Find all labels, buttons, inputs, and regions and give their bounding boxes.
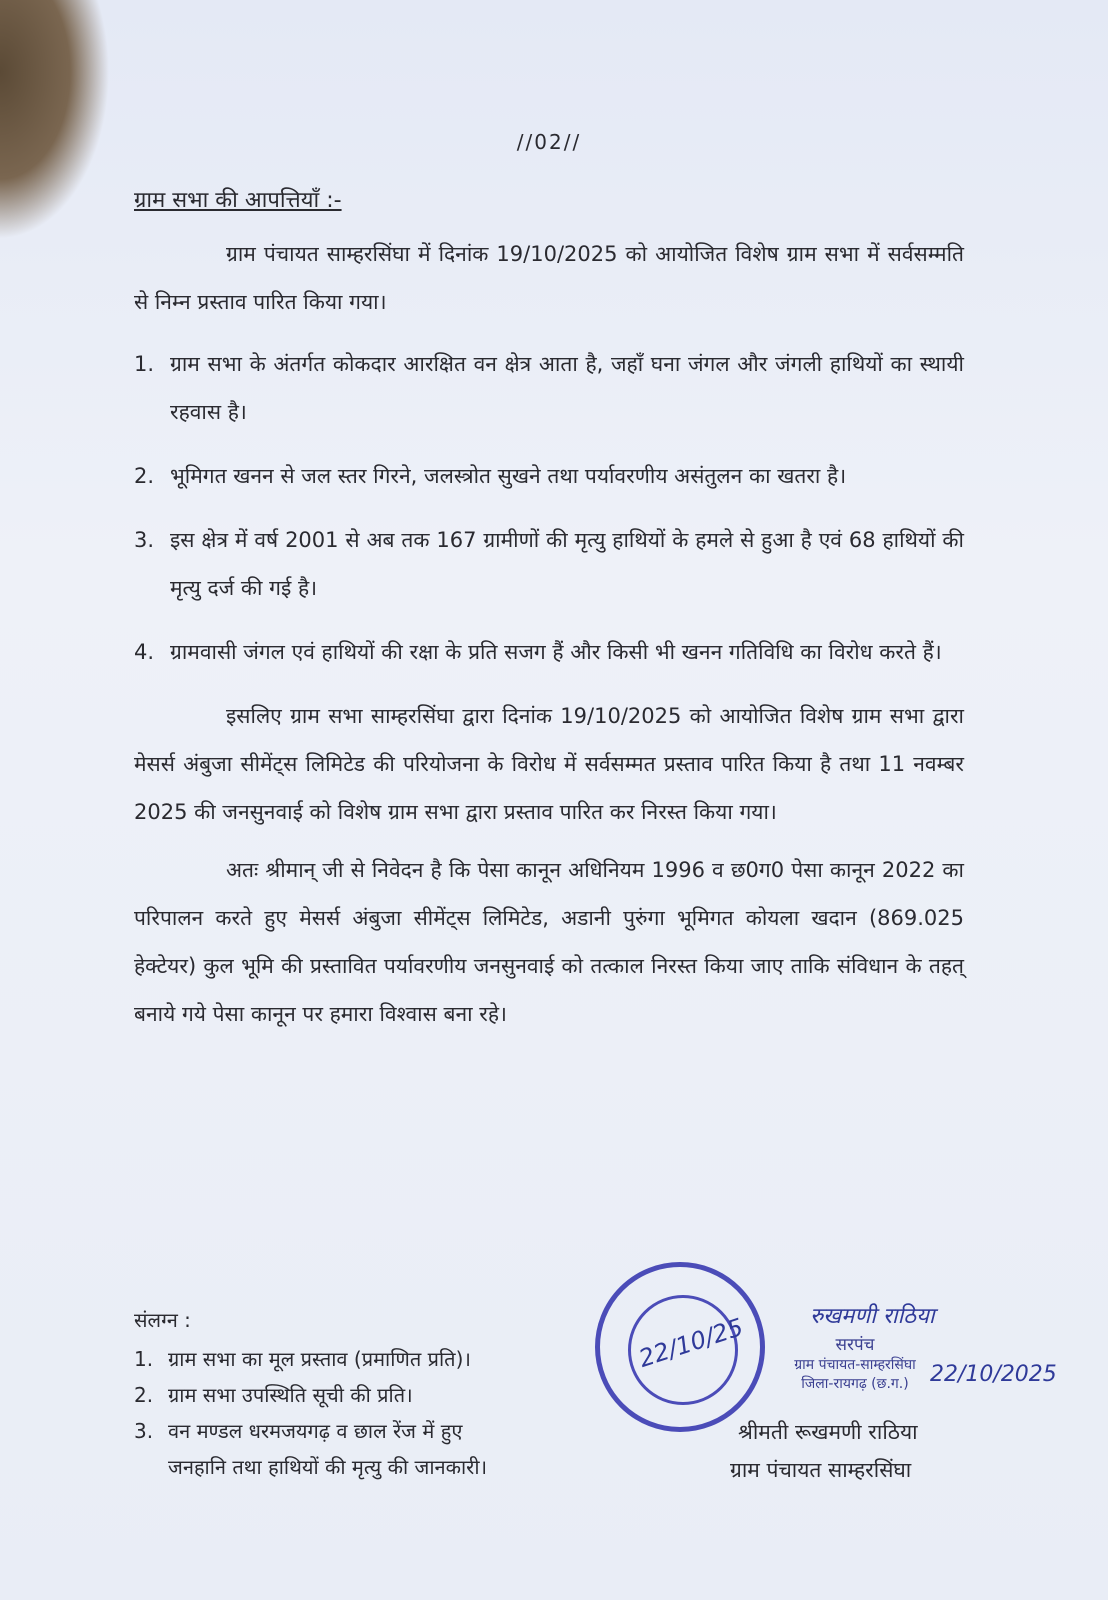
attachment-number: 1.: [134, 1347, 154, 1371]
torn-corner: [0, 0, 110, 240]
attachment-item: [134, 1377, 654, 1413]
item-number: 1.: [134, 352, 155, 376]
page-number: //02//: [516, 130, 582, 154]
attachments: [134, 1306, 654, 1485]
signatory-name: श्रीमती रूखमणी राठिया: [738, 1420, 918, 1444]
signature-date: 22/10/2025: [930, 1362, 1057, 1387]
signatory-office: ग्राम पंचायत साम्हरसिंघा: [730, 1458, 912, 1482]
item-text: ग्रामवासी जंगल एवं हाथियों की रक्षा के प्रति सजग हैं और किसी भी खनन गतिविधि का विरोध करते हैं।: [170, 640, 942, 664]
attachment-text: जनहानि तथा हाथियों की मृत्यु की जानकारी।: [168, 1455, 488, 1479]
item-number: 2.: [134, 464, 155, 488]
attachment-text: वन मण्डल धरमजयगढ़ व छाल रेंज में हुए: [168, 1419, 463, 1443]
attachment-number: 2.: [134, 1383, 154, 1407]
signature: रुखमणी राठिया: [810, 1304, 935, 1329]
attachments-title: संलग्न :: [134, 1308, 191, 1332]
attachment-item: [134, 1341, 654, 1377]
seal-line: ग्राम पंचायत-साम्हरसिंघा: [794, 1357, 916, 1373]
intro-paragraph: ग्राम पंचायत साम्हरसिंघा में दिनांक 19/10/2025 को आयोजित विशेष ग्राम सभा में सर्वसम्मति से निम्न प्रस्ताव पारित किया गया।: [134, 242, 964, 314]
objection-list: [134, 340, 964, 676]
seal-line: जिला-रायगढ़ (छ.ग.): [801, 1376, 909, 1392]
attachment-text: ग्राम सभा उपस्थिति सूची की प्रति।: [168, 1383, 413, 1407]
list-item: [134, 516, 964, 612]
section-heading: ग्राम सभा की आपत्तियाँ :-: [134, 188, 342, 213]
attachment-item: [134, 1449, 654, 1485]
resolution-paragraph: इसलिए ग्राम सभा साम्हरसिंघा द्वारा दिनांक 19/10/2025 को आयोजित विशेष ग्राम सभा द्वारा मेसर्स अंबुजा सीमेंट्स लिमिटेड की परियोजना के विरोध में सर्वसम्मत प्रस्ताव पारित किया है तथा 11 नवम्बर 2025 की जनसुनवाई को विशेष ग्राम सभा द्वारा प्रस्ताव पारित कर निरस्त किया गया।: [134, 704, 964, 824]
request-paragraph: अतः श्रीमान् जी से निवेदन है कि पेसा कानून अधिनियम 1996 व छ0ग0 पेसा कानून 2022 का परिपालन करते हुए मेसर्स अंबुजा सीमेंट्स लिमिटेड, अडानी पुरुंगा भूमिगत कोयला खदान (869.025 हेक्टेयर) कुल भूमि की प्रस्तावित पर्यावरणीय जनसुनवाई को तत्काल निरस्त किया जाए ताकि संविधान के तहत् बनाये गये पेसा कानून पर हमारा विश्वास बना रहे।: [134, 858, 964, 1026]
stamp-date: 22/10/25: [635, 1313, 747, 1373]
document-body: [134, 130, 964, 1038]
item-text: इस क्षेत्र में वर्ष 2001 से अब तक 167 ग्रामीणों की मृत्यु हाथियों के हमले से हुआ है एवं 68 हाथियों की मृत्यु दर्ज की गई है।: [170, 528, 964, 600]
item-number: 3.: [134, 528, 155, 552]
attachment-item: [134, 1413, 654, 1449]
attachment-number: [134, 1449, 168, 1485]
item-text: भूमिगत खनन से जल स्तर गिरने, जलस्त्रोत सुखने तथा पर्यावरणीय असंतुलन का खतरा है।: [170, 464, 847, 488]
list-item: [134, 628, 964, 676]
signatory-role: सरपंच: [835, 1335, 875, 1355]
item-number: 4.: [134, 640, 155, 664]
item-text: ग्राम सभा के अंतर्गत कोकदार आरक्षित वन क्षेत्र आता है, जहाँ घना जंगल और जंगली हाथियों का स्थायी रहवास है।: [170, 352, 964, 424]
attachment-number: 3.: [134, 1419, 154, 1443]
attachment-text: ग्राम सभा का मूल प्रस्ताव (प्रमाणित प्रति)।: [168, 1347, 471, 1371]
list-item: [134, 340, 964, 436]
list-item: [134, 452, 964, 500]
